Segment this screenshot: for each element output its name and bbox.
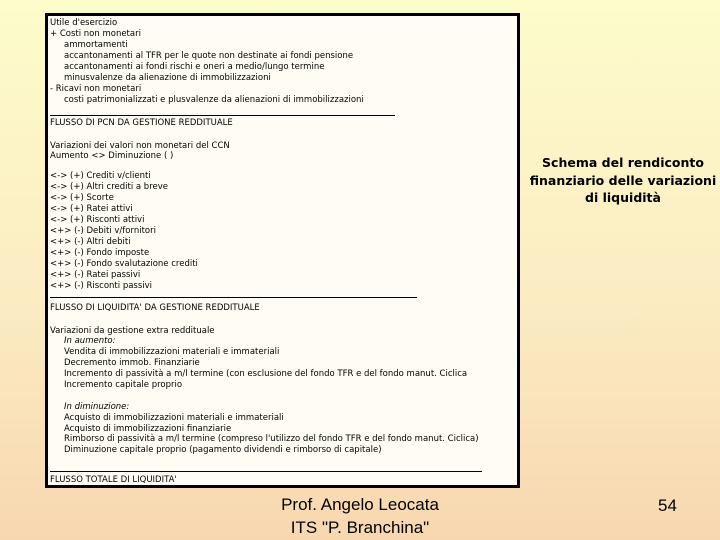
schema-line: Utile d'esercizio — [50, 18, 118, 28]
schema-line: Aumento <> Diminuzione ( ) — [50, 151, 174, 161]
section-divider — [50, 471, 482, 472]
ccn-item: <-> (+) Risconti attivi — [50, 215, 145, 225]
ccn-item: <+> (-) Fondo imposte — [50, 248, 150, 258]
ccn-item: <+> (-) Fondo svalutazione crediti — [50, 259, 198, 269]
schema-line: Vendita di immobilizzazioni materiali e immateriali — [64, 347, 280, 357]
ccn-item: <+> (-) Risconti passivi — [50, 281, 153, 291]
author-name: Prof. Angelo Leocata — [281, 495, 439, 514]
schema-line: Incremento di passività a m/l termine (con esclusione del fondo TFR e del fondo manut. Ciclica — [64, 369, 468, 379]
ccn-item: <-> (+) Scorte — [50, 193, 114, 203]
schema-line: Rimborso di passività a m/l termine (compreso l'utilizzo del fondo TFR e del fondo manut. Ciclica) — [64, 434, 479, 444]
schema-line: Acquisto di immobilizzazioni finanziarie — [64, 424, 232, 434]
section-divider — [50, 115, 395, 116]
ccn-item: <+> (-) Altri debiti — [50, 237, 131, 247]
schema-line: Acquisto di immobilizzazioni materiali e immateriali — [64, 413, 284, 423]
grand-total: FLUSSO TOTALE DI LIQUIDITA' — [50, 475, 177, 485]
schema-line: - Ricavi non monetari — [50, 84, 142, 94]
schema-line: + Costi non monetari — [50, 29, 141, 39]
side-title: Schema del rendiconto finanziario delle variazioni di liquidità — [529, 155, 717, 205]
ccn-item: <+> (-) Debiti v/fornitori — [50, 226, 156, 236]
schema-line: Variazioni dei valori non monetari del CCN — [50, 141, 230, 151]
section-divider — [50, 297, 417, 298]
school-name: ITS "P. Branchina" — [290, 518, 430, 537]
ccn-item: <-> (+) Ratei attivi — [50, 204, 133, 214]
subheading-increase: In aumento: — [64, 336, 116, 346]
schema-line: costi patrimonializzati e plusvalenze da alienazioni di immobilizzazioni — [64, 95, 364, 105]
subheading-decrease: In diminuzione: — [64, 402, 130, 412]
page-number: 54 — [658, 496, 677, 515]
cash-flow-schema-box — [45, 13, 520, 488]
ccn-item: <+> (-) Ratei passivi — [50, 270, 141, 280]
section-total: FLUSSO DI PCN DA GESTIONE REDDITUALE — [50, 118, 233, 128]
schema-line: Variazioni da gestione extra reddituale — [50, 326, 215, 336]
section-total: FLUSSO DI LIQUIDITA' DA GESTIONE REDDITUALE — [50, 303, 260, 313]
schema-line: accantonamenti ai fondi rischi e oneri a medio/lungo termine — [64, 62, 325, 72]
schema-line: Diminuzione capitale proprio (pagamento dividendi e rimborso di capitale) — [64, 445, 382, 455]
schema-line: Incremento capitale proprio — [64, 380, 183, 390]
ccn-item: <-> (+) Crediti v/clienti — [50, 171, 151, 181]
schema-line: ammortamenti — [64, 40, 128, 50]
schema-line: Decremento immob. Finanziarie — [64, 358, 200, 368]
ccn-item: <-> (+) Altri crediti a breve — [50, 182, 169, 192]
schema-line: minusvalenze da alienazione di immobilizzazioni — [64, 73, 271, 83]
schema-line: accantonamenti al TFR per le quote non destinate ai fondi pensione — [64, 51, 354, 61]
author-credit — [250, 493, 470, 539]
